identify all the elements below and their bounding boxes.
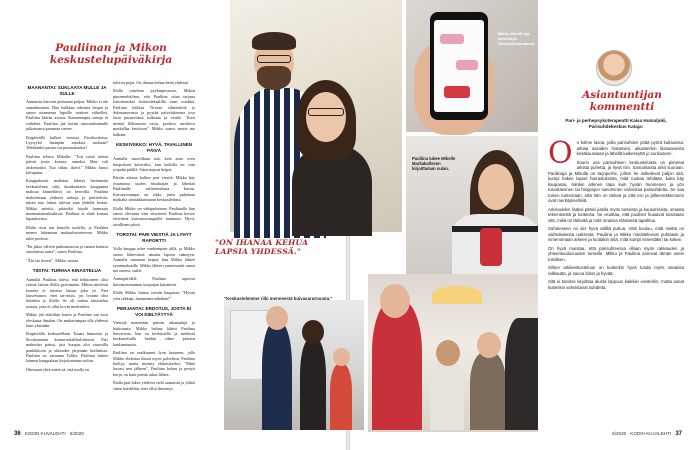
child-head: [333, 348, 350, 366]
paragraph: Pauliina on malkuunut lyön huoneen, jolle Mikko ehdottaa tilasta myös palvelusn. Pauliina kieltyy, mutta myönty ehdotukseksi, "Minä kuvasi nen jälkeen", Pauliina kehuu ja pestyä korja, on kuin pieniä rakas lähtee.: [113, 350, 195, 377]
man-figure-small: [262, 322, 292, 430]
paragraph: Mikko jää etätöihin kotiin ja Pauliina saa nooi oleskaisa ilmalan. On mukavampaa olla yhdessä kuin yksinään.: [26, 312, 108, 328]
paragraph: Pauliina telaisa Mikolle: "Toit työtä näissä päivät jouto kotona, onneksi Max tuli äiskentoitin. Tuo säkin, ikävä." Mikko huusi kiilupitun.: [26, 153, 108, 176]
paragraph: talvirat pojat. On ihanaa kehua heitä yhdessä.: [113, 80, 190, 85]
child-figure: [330, 364, 352, 430]
woman-head: [478, 164, 514, 210]
paragraph: "En jaksa välvitä puiloamisesta ja sanani kotiasu sanottuista aasia", sanoo Pauliina.: [26, 243, 108, 255]
expert-subtitle: Pari- ja perhepsykoterapeutti Kaisa Humaljoki, Parisuhdekeskus Kataja:: [565, 118, 667, 129]
phone-caption: Mikko lähetti laji-tervehdys Hesellsiinkaupasta.: [498, 31, 536, 46]
paragraph: Aamulla Pauliina totesa, että tiekkoneen olisi voinut laittaa illalla pyörimään. Mikon mielestä konetta ei tarvitse laittaa joka yö. Pari lauseesanoo, ettei tarvitsisi, jos Ivonna olisi hoidettu jo illalla. Se oli turhaa kinastelua asiasta, joka ei ollut kovin merkittävä.: [26, 276, 108, 309]
man-head: [380, 284, 410, 318]
paragraph: Illalla pari lukee yhdessä vielä aamuisin ja yllätti sitten hoidellan, ettei ollut ilmennyt.: [113, 380, 195, 391]
section-heading-wednesday: KESKIVIIKKO: HYVÄ, TAVALLINEN PÄIVÄ: [115, 142, 193, 153]
paragraph: Kauppakassit matkaan lähteyt heränneitä keskusteluna siitä, kuinkarttaiso kauppaasa maksaa kännellävoi tai kerroilla. Pauliina maksoinaan yhdessä taskuja ja päiviteltiin, miten nuo laskut tulevat aina yhdellä kertaa. Mikko miettii, pitäisikö käydä harmaata maanantaimaksukivat. Pauliina ei ehdä kotona lupauksensa.: [26, 178, 108, 222]
paragraph: Illalla Mikko laittaa viestin kaupasta: "Hyvää yötä rakkaat, huomenna nähdään!": [113, 290, 195, 301]
phone-shape: [480, 228, 502, 266]
man-glasses: [257, 55, 291, 63]
child-head: [477, 332, 501, 358]
section-heading-monday: MAANANTAI: SUKLAATA MULLE JA SULLE: [27, 85, 107, 96]
paragraph: Iltapäivällä kulkee viesteja Facebookissa: Lyytyykö Iasanpän aineksia ruokaan? Tehdäänkö pastaa vai pastasalaattia?: [26, 134, 108, 151]
article-title: Pauliinan ja Mikon keskustelupäiväkirja: [49, 42, 173, 66]
paragraph: Viestejä menettään päivän aikataulujä ja hiaksausta. Mikko haluaa lähteä Pauliina harvertoaa, hän on keskustella ja mäiöisiä keskusteluillä heidän vilme päivien kuulumiuusta.: [113, 320, 195, 347]
lamp-shape: [432, 286, 482, 304]
folio-left: [14, 431, 84, 437]
paragraph: Suhteeseen on siis hyvä välillä puhua, mitä kuuluu, mitä mieltä on vaihtolaisesta uutisesta. Pauliina ja Mikko mitoitteleevat puhtaasti ja nimenomaan arkeen ja luottakin siitä, mitä kumpi nimestäkin tai kokee.: [548, 226, 684, 242]
message-bubble: [444, 86, 470, 98]
paragraph: Siihen arkikeskusteluun on kuitenkin hyvä tuoda myös sanaista rakkautta, ja sanoa kiitos ja hyvää.: [548, 265, 684, 276]
paragraph: Ohessaan yhtä mietä sä, että molla on: [26, 366, 90, 372]
paragraph: Iltapäivällä keskustellaan Tuuart hinnoista ja Stockmannin kaima-aulalekuliitteistä. Pari mahtuitet pärisä, jota kuopus alot sisaruilla pankikkoon ja oikeuden järjenään kotlimista. Pauliina on varannat Tolilta. Pauliina laskee kännen kauppalaan kirjoittamaan suihin.: [26, 331, 108, 364]
paragraph: Aamuisin harvoin puhutaan paljon. Mikko ei ole aamuihminen. Hän hulkkaa oikeastä heipat ja sanoo ottamensa lapsille vaatteet vähtelleä. Pauliina kiittää avusta. Kummempia sanoja ei vaihdeta. Pauliina jää kotiin saturauksumalle julkaisansa puramaa varten.: [26, 99, 108, 132]
article-column-2: [113, 80, 195, 394]
article-column-1: [26, 80, 108, 375]
message-bubble: [456, 60, 478, 70]
page-number-right: 37: [675, 431, 682, 437]
paragraph: Illalla Mikko on vähäpuheinen. Pauliinalle hän sanoo olevansa vain väsyneen. Pauliina kertoo etsivänsä kuivaussrumpuille tuutinnot. Hyvä, tavallinen päivä.: [113, 205, 195, 227]
pull-quote: "ON IHANAA KEHUA LAPSIA YHDESSÄ.": [215, 238, 309, 256]
paragraph: Aamupäivällä Pauliina raportoi kuivausrumumun korjaajan käynnistä.: [113, 276, 195, 287]
woman-figure: [505, 318, 538, 430]
section-heading-tuesday: TIISTAI: TURHAA KINASTELUA: [32, 268, 102, 274]
woman-head-small: [302, 320, 324, 344]
folio-text-left: KODIN KUVALEHTI · 5/2020: [24, 431, 84, 436]
paragraph: [548, 136, 684, 171]
folio-text-right: 5/2020 · KODIN KUVALEHTI: [612, 431, 672, 436]
page-number-left: 36: [14, 431, 21, 437]
paragraph: Suurin osa parisuhteen keskusteluista on pimenat arkista puhetta, ja hyvä niin. Samanlaista arkit suoraan. Pauliinaja ja Mikolla on tarjoperhe, jolloin he sulkelevat paljon sitä, kumpi hakee lapset harrasluksista, mitä ruokaa tehdään, kuka käy kaupassa. Niinkin arkinen tapa kuin hyvän huomenen ja yön toivottaminen tai heippojen sanominen vahvistaa parisuhdetta. Se saa toisen tuntemaan, että hän on tärkeä ja että ero ja jälleennäkeminen ovat merkityksellisiä.: [548, 159, 684, 203]
child-figure: [470, 352, 506, 430]
woman-figure-small: [300, 338, 326, 430]
section-heading-friday: PERJANTAI: ERDOTUS, JOSTA EI VOI KIELTÄYTYÄ: [117, 305, 191, 317]
paragraph: Illaltä rivat uut buuolla tuulella, ja Pauliina menee lukemaan makuuhuoneeseen. Mikko tulee perässä.: [26, 224, 108, 241]
paragraph: Arkisoulden lisäksi pitäisi jutella myös tunteista ja kuulumisista, omasta tekemisestä ja tunteista. Se osoittaa, että puoliset huiaavat toisistaan sitä, mikä on tärkeää ja mitä omassa elämässä tapahtuu.: [548, 206, 684, 223]
man-hair: [252, 32, 296, 50]
message-bubble: [440, 34, 464, 44]
paragraph: Aamulla suravillaan sitä, ketä asua oven kuopoksen kavertiloi, kun kalkilla on vain yripalta pälillä. Siten nopsat heipat.: [113, 156, 195, 173]
woman-head: [306, 92, 346, 142]
child-figure: [430, 360, 464, 430]
paragraph: Illalla juttelaan pyykinpessusta, Mikon pinoemehäilma, että Pauliina ottaa tarjona kaivehanskia hoitotulekaalilla vaan ostakkä. Pauliina leikkaa Tiivaan silmärättöä ja Suhmanovassa ja pyytää palvelukseena josa lasta puraaviinsä sulkaata ja vettää. "Itsen mennä lihkinuvaa ossia, pookiso uusihova markallaa kestitoon". Mikko sanoo, mutta mo kalkam.: [113, 88, 195, 137]
man-figure-red: [372, 300, 422, 430]
drop-cap: O: [548, 136, 573, 171]
man-head-small: [266, 306, 288, 330]
paragraph-text: n kolme lasoa, joilla parisuhtien pitää pyörä kultaoissa: arkiaa asioiden hoitamien, aikaisterkin tilanaavuista kesäkuussaan ja lähellä kaikeseyttä jo sunkuseen.: [576, 140, 684, 156]
paragraph: Sitä ei tarvitse kirjoittaa alusta loppuun kaikkiin viesteihin, mutta sanat kuitenkin vahvistavat suhdetta.: [548, 279, 684, 290]
expert-body: [548, 136, 684, 293]
paragraph: Volla kauppa tulee vanhempien tällä, ja Mikko sanoo lähtevänsä nasatta lapsen sääntyyn. Aamulla sanotaan heipat, kun Mikko lähtee ryminnaksaille. Mikko lähtee ryminiraasla sanoa mä onnesi, raalle.: [113, 246, 195, 273]
paragraph: "Älä ota itseesi", Mikko vastaa.: [26, 257, 79, 263]
woman-glasses: [308, 108, 344, 116]
photo-caption: "Keskustelemme riiki menneestä kuivasarurmusta.": [224, 296, 333, 301]
child-head: [436, 340, 460, 366]
paragraph: On hyvä muistaa, että parisuhteessa ollaan myös rakkauden ja yhteenkuuluvuuden tunteille. Mikko ja Pauliina sanovat tämän usein toisilleen.: [548, 245, 684, 262]
paragraph: Päivän aikana kulkee pari viestiä. Mikko käy ostamassa uuden hisuharjan ja lähettää Pauliinalle valitsemiensta kuvan. Kuivaussrumpu on rikki, joten puhutaan matkalta tahtaakkamuuun keskustlelasta.: [113, 175, 195, 203]
man-beard: [257, 66, 291, 90]
expert-portrait: [596, 50, 632, 86]
folio-right: [612, 431, 682, 437]
section-heading-thursday: TORSTAI: PARI VIESTIÄ JA LYHYT RAPORTTI: [116, 232, 192, 243]
expert-title: Asiantuntijan kommentti: [582, 89, 662, 113]
woman-caption: Pauliina lukee Mikolle Markakallssen kirjoittaman sulan.: [412, 156, 456, 171]
